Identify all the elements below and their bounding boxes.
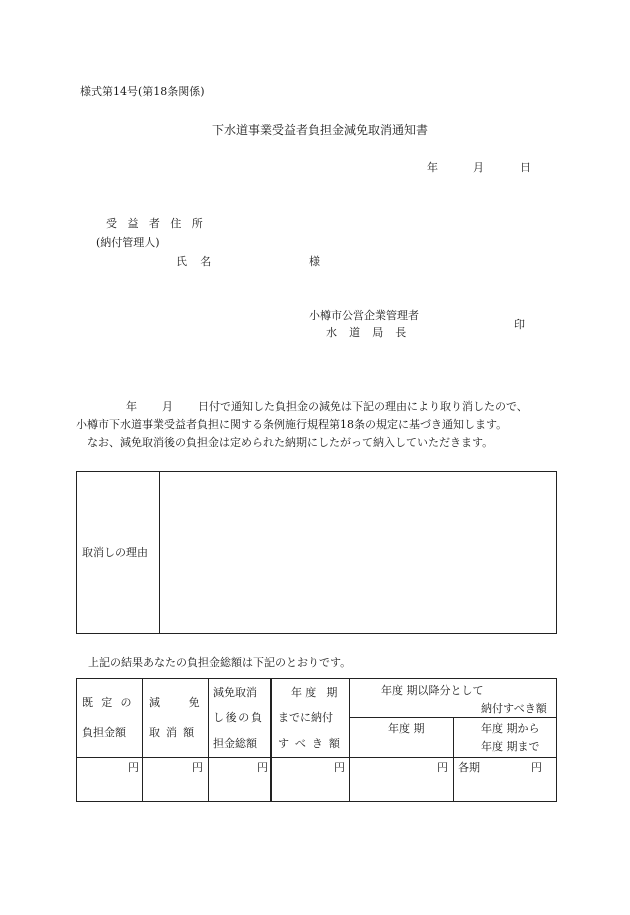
each-period-label: 各期 — [458, 761, 480, 774]
result-text: 上記の結果あなたの負担金総額は下記のとおりです。 — [88, 656, 352, 669]
date-month-label: 月 — [473, 161, 484, 174]
col1-header-line2: 負担金額 — [82, 726, 126, 739]
col3-header-line3: 担金総額 — [213, 737, 257, 750]
amount-col-divider-5 — [453, 717, 454, 802]
amount-col-divider-4 — [349, 678, 350, 802]
col5-header-line2: 納付すべき額 — [481, 702, 547, 715]
body-line-2: 小樽市下水道事業受益者負担に関する条例施行規程第18条の規定に基づき通知します。 — [76, 418, 508, 431]
document-title: 下水道事業受益者負担金減免取消通知書 — [212, 123, 429, 137]
body-year-label: 年 — [126, 400, 137, 413]
honorific: 様 — [309, 255, 320, 268]
col3-unit: 円 — [257, 761, 268, 774]
col1-unit: 円 — [128, 761, 139, 774]
col4-header-line1: 年度 期 — [291, 686, 341, 699]
issuer-org: 小樽市公営企業管理者 — [309, 309, 419, 322]
body-month-label: 月 — [162, 400, 173, 413]
col3-header-line1: 減免取消 — [213, 686, 257, 699]
amount-col-divider-1 — [142, 678, 143, 802]
seal-mark: 印 — [514, 318, 525, 331]
date-day-label: 日 — [520, 161, 531, 174]
recipient-name-label: 氏名 — [176, 255, 225, 268]
col1-header-line1: 既定の — [82, 696, 140, 709]
recipient-address-label: 受益者住所 — [106, 217, 214, 230]
col4-header-line2: までに納付 — [278, 711, 333, 724]
col3-header-line2: し後の負 — [213, 711, 264, 724]
col5b-header-line1: 年度 期から — [481, 722, 540, 735]
col4-unit: 円 — [334, 761, 345, 774]
manager-label: (納付管理人) — [96, 236, 160, 249]
col5b-header-line2: 年度 期まで — [481, 740, 540, 753]
col5b-unit: 円 — [531, 761, 542, 774]
date-year-label: 年 — [427, 161, 438, 174]
col5a-unit: 円 — [437, 761, 448, 774]
col4-header-line3: すべき額 — [278, 737, 346, 750]
reason-table — [76, 471, 557, 634]
issuer-title: 水道局長 — [326, 326, 419, 339]
body-line-3: なお、減免取消後の負担金は定められた納期にしたがって納入していただきます。 — [87, 436, 494, 449]
form-number: 様式第14号(第18条関係) — [80, 85, 205, 98]
col2-header-line2: 取消額 — [149, 726, 201, 739]
amount-col-divider-3 — [270, 678, 272, 802]
col5-header-line1: 年度 期以降分として — [381, 684, 484, 697]
body-line-1: 日付で通知した負担金の減免は下記の理由により取り消したので、 — [198, 400, 528, 413]
col2-unit: 円 — [192, 761, 203, 774]
reason-table-divider — [159, 471, 160, 634]
reason-label: 取消しの理由 — [82, 546, 148, 559]
col5a-header: 年度 期 — [388, 722, 425, 735]
col2-header-line1: 減免 — [149, 696, 229, 709]
amount-table-row-divider — [76, 757, 557, 758]
